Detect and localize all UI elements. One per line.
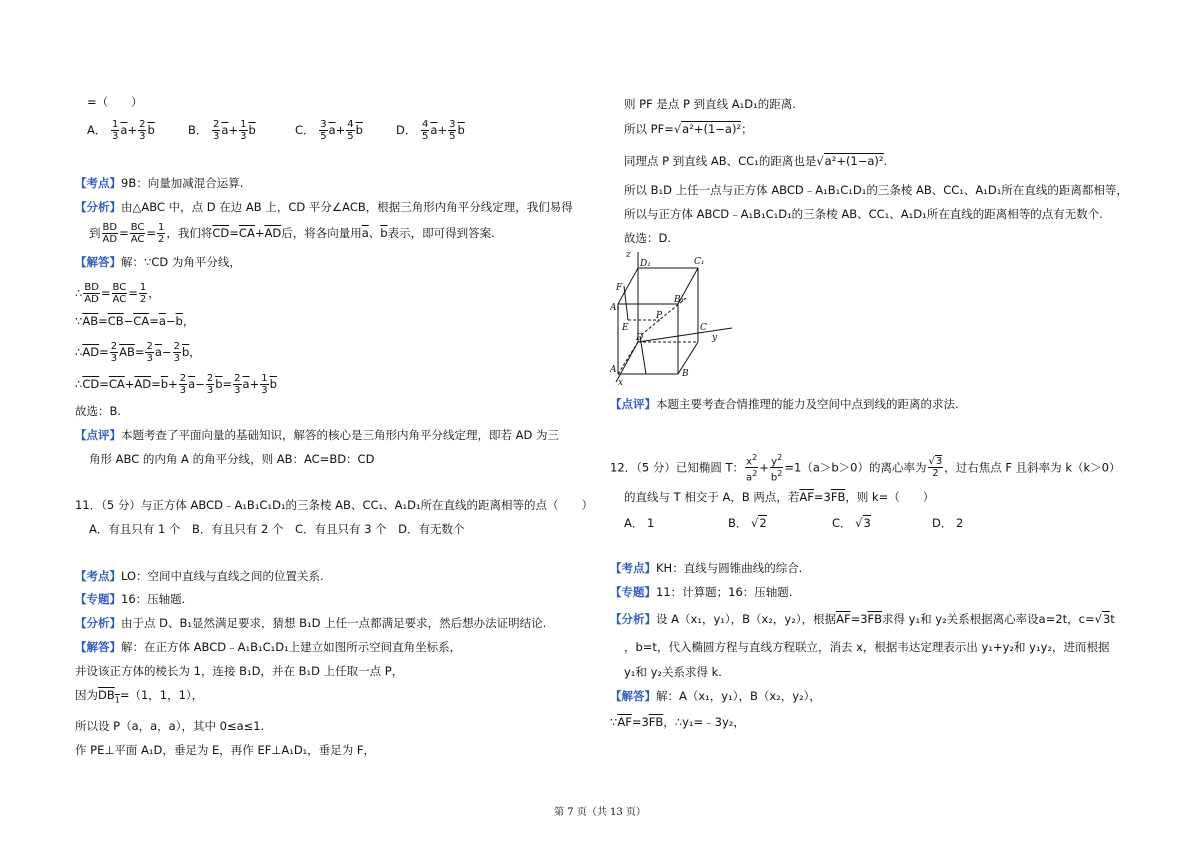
label-d1: D₁: [640, 259, 651, 269]
q10-answer: 故选：B.: [75, 404, 122, 418]
q12-option-c: C． √3: [832, 516, 871, 530]
q10-tail: =（ ）: [87, 95, 143, 109]
label-z: z: [626, 250, 631, 260]
q10-option-b: B． $\frac{2}{3}$ $\overline{a}+$ $\frac{1}{3}$ $\overline{b}$: [188, 119, 256, 142]
q12-option-a: A． 1: [624, 516, 655, 530]
q10-step-3: $\therefore\overline{AD}=$ $\frac{2}{3}$ $\overline{AB}=$ $\frac{2}{3}$ $\overline{a}-$ $\frac{2}{3}$ $\overline{b}$，: [75, 341, 201, 364]
q11-jieda-line3: 因为$DB_1=(1$，1，1），: [75, 688, 204, 705]
q10-fenxi: 【分析】由△ABC 中，点 D 在边 AB 上，CD 平分∠ACB，根据三角形内角平分线定理，我们易得: [75, 200, 573, 214]
r-line-1: 则 PF 是点 P 到直线 A₁D₁的距离.: [624, 97, 796, 111]
q10-option-c: C． $\frac{3}{5}$ $\overline{a}+$ $\frac{4}{5}$ $\overline{b}$: [295, 119, 363, 142]
label-b1: B₁: [674, 295, 685, 305]
q11-jieda-line2: 并设该正方体的棱长为 1，连接 B₁D，并在 B₁D 上任取一点 P，: [75, 664, 404, 678]
q10-step-1: ∴ $\frac{BD}{AD}$ = $\frac{BC}{AC}$ = $\frac{1}{2}$ ，: [75, 282, 160, 305]
q10-kaodian: 【考点】9B：向量加减混合运算.: [75, 176, 244, 190]
label-p: P: [656, 311, 663, 321]
label-e: E: [622, 323, 629, 333]
q11-stem: 11．（5 分）与正方体 ABCD﹣A₁B₁C₁D₁的三条棱 AB、CC₁、A₁D₁所在直线的距离相等的点（ ）: [75, 498, 594, 512]
label-d: D: [636, 333, 644, 343]
q10-step-2: $\because\overline{AB}=\overline{CB}-\overline{CA}=\overline{a}-\overline{b}$，: [75, 314, 195, 328]
label-a1: A₁: [610, 303, 621, 313]
r-line-6: 故选：D.: [624, 231, 672, 245]
q11-jieda: 【解答】解：在正方体 ABCD﹣A₁B₁C₁D₁上建立如图所示空间直角坐标系，: [75, 640, 462, 654]
q11-zhuanti: 【专题】16：压轴题.: [75, 592, 186, 606]
q11-options: A．有且只有 1 个 B．有且只有 2 个 C．有且只有 3 个 D．有无数个: [89, 522, 465, 536]
q10-dianping: 【点评】本题考查了平面向量的基础知识，解答的核心是三角形内角平分线定理，即若 AD 为三: [75, 428, 560, 442]
q12-stem: 12．（5 分）已知椭圆 T： $\frac{x^2}{a^2}$ + $\frac{y^2}{b^2}$ =1（a＞b＞0）的离心率为 $\frac{√3}{2}$ ，过右焦点 F 且斜率为 k（k＞0）: [610, 453, 1121, 484]
q11-kaodian: 【考点】LO：空间中直线与直线之间的位置关系.: [75, 569, 324, 583]
label-f: F: [616, 283, 623, 293]
r-line-2: 所以 PF=√a²+(1−a)²；: [624, 122, 753, 136]
r-line-4: 所以 B₁D 上任一点与正方体 ABCD﹣A₁B₁C₁D₁的三条棱 AB、CC₁、A₁D₁所在直线的距离都相等，: [624, 183, 1128, 197]
page-footer: 第 7 页（共 13 页）: [554, 807, 646, 818]
label-y: y: [712, 333, 718, 343]
q11-jieda-line5: 作 PE⊥平面 A₁D，垂足为 E，再作 EF⊥A₁D₁，垂足为 F，: [75, 743, 376, 757]
q11-dianping: 【点评】本题主要考查合情推理的能力及空间中点到线的距离的求法.: [610, 397, 959, 411]
r-line-3: 同理点 P 到直线 AB、CC₁的距离也是√a²+(1−a)².: [624, 154, 888, 168]
q12-jieda: 【解答】解：A（x₁，y₁），B（x₂，y₂），: [610, 689, 821, 703]
label-c: C: [700, 323, 707, 333]
label-b: B: [682, 369, 689, 379]
q10-fenxi-line2: 到 $\frac{BD}{AD}$ = $\frac{BC}{AC}$ = $\frac{1}{2}$ ，我们将$\overline{CD}=\overline{CA}+\overline{AD}$后，将各向量用$\overline{a}$、$\overline{b}$表示，即可得到答案.: [89, 222, 495, 245]
q12-fenxi-line2: ，b=t，代入椭圆方程与直线方程联立，消去 x，根据韦达定理表示出 y₁+y₂和 y₁y₂，进而根据: [624, 640, 1110, 654]
q12-option-b: B． √2: [728, 516, 767, 530]
q12-fenxi: 【分析】设 A（x₁，y₁），B（x₂，y₂），根据$\overline{AF}=3\overline{FB}$求得 y₁和 y₂关系根据离心率设a=2t，c=√3t: [610, 612, 1115, 626]
q12-option-d: D． 2: [932, 516, 964, 530]
q12-fenxi-line3: y₁和 y₂关系求得 k.: [624, 665, 722, 679]
q11-fenxi: 【分析】由于点 D、B₁显然满足要求，猜想 B₁D 上任一点都满足要求，然后想办法证明结论.: [75, 616, 547, 630]
q10-option-d: D． $\frac{4}{5}$ $\overline{a}+$ $\frac{3}{5}$ $\overline{b}$: [396, 119, 465, 142]
q10-step-4: $\therefore\overline{CD}=\overline{CA}+\overline{AD}=\overline{b}+$ $\frac{2}{3}$ $\overline{a}-$ $\frac{2}{3}$ $\overline{b}=$ $\frac{2}{3}$ $\overline{a}+$ $\frac{1}{3}$ $\overline{b}$: [75, 373, 277, 396]
label-a: A: [610, 365, 617, 375]
q12-zhuanti: 【专题】11：计算题；16：压轴题.: [610, 585, 793, 599]
q10-option-a: A． $\frac{1}{3}$ $\overline{a}+$ $\frac{2}{3}$ $\overline{b}$: [87, 119, 155, 142]
q10-jieda: 【解答】解：∵CD 为角平分线，: [75, 255, 241, 269]
label-x: x: [618, 378, 624, 388]
q10-dianping-line2: 角形 ABC 的内角 A 的角平分线，则 AB：AC=BD：CD: [89, 452, 375, 466]
cube-coordinate-figure: [610, 248, 740, 388]
r-line-5: 所以与正方体 ABCD﹣A₁B₁C₁D₁的三条棱 AB、CC₁、A₁D₁所在直线的距离相等的点有无数个.: [624, 207, 1103, 221]
q12-stem-line2: 的直线与 T 相交于 A，B 两点，若$\overline{AF}=3\overline{FB}$，则 k=（ ）: [624, 490, 935, 504]
q11-jieda-line4: 所以设 P（a，a，a），其中 0≤a≤1.: [75, 719, 265, 733]
q12-kaodian: 【考点】KH：直线与圆锥曲线的综合.: [610, 561, 803, 575]
q12-jieda-line2: $\because\overline{AF}=3\overline{FB}$，∴y₁=﹣3y₂，: [610, 715, 745, 729]
label-c1: C₁: [694, 257, 705, 267]
